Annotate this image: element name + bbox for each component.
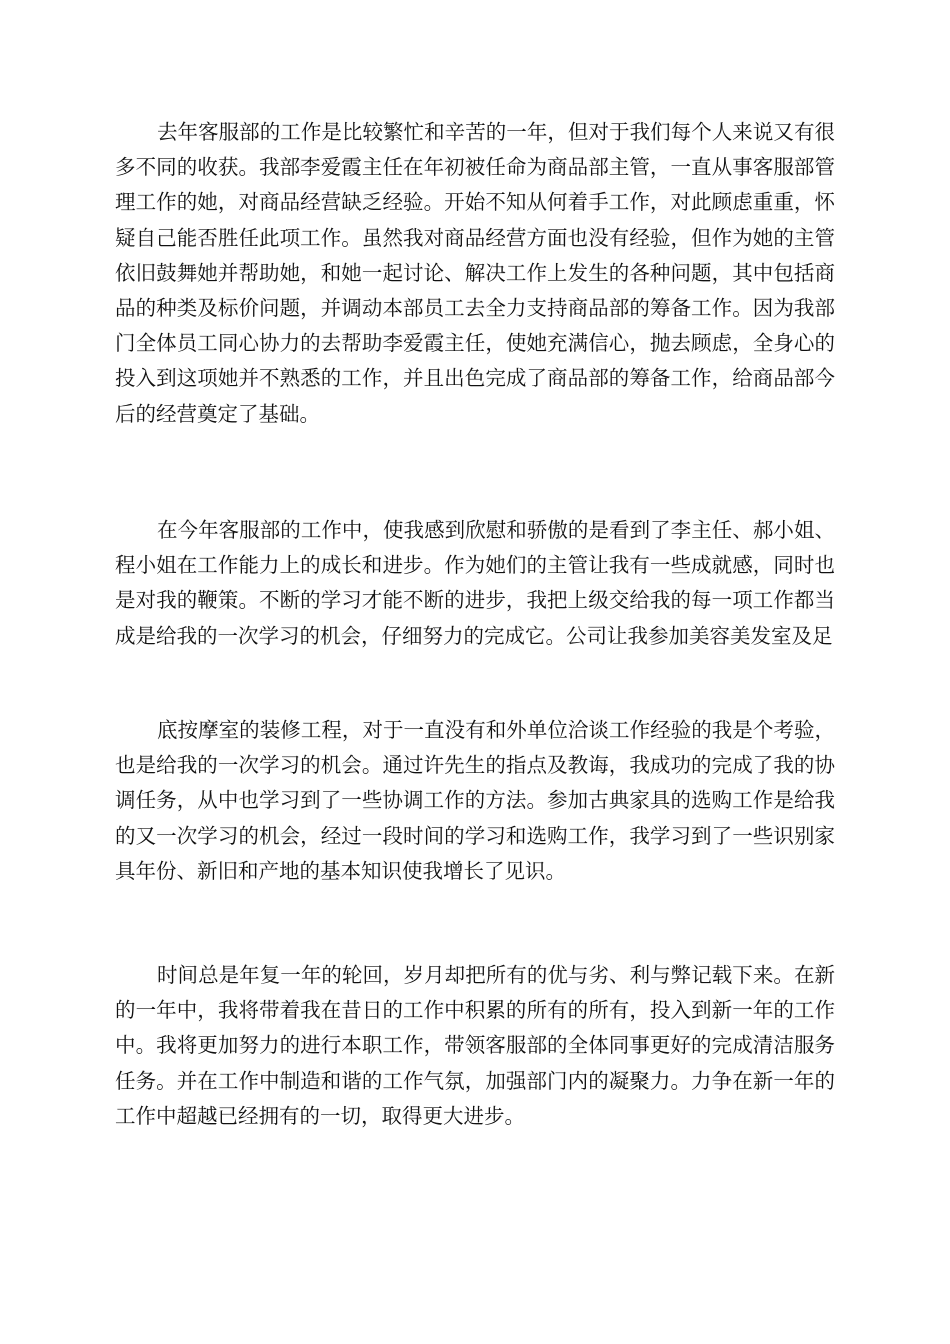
paragraph-3: 底按摩室的装修工程，对于一直没有和外单位洽谈工作经验的我是个考验，也是给我的一次学习的机会。通过许先生的指点及教诲，我成功的完成了我的协调任务，从中也学习到了一些协调工作的方法。参加古典家具的选购工作是给我的又一次学习的机会，经过一段时间的学习和选购工作，我学习到了一些识别家具年份、新旧和产地的基本知识使我增长了见识。	[115, 718, 835, 883]
paragraph-2: 在今年客服部的工作中，使我感到欣慰和骄傲的是看到了李主任、郝小姐、程小姐在工作能力上的成长和进步。作为她们的主管让我有一些成就感，同时也是对我的鞭策。不断的学习才能不断的进步，我把上级交给我的每一项工作都当成是给我的一次学习的机会，仔细努力的完成它。公司让我参加美容美发室及足	[115, 518, 835, 648]
paragraph-4: 时间总是年复一年的轮回，岁月却把所有的优与劣、利与弊记载下来。在新的一年中，我将带着我在昔日的工作中积累的所有的所有，投入到新一年的工作中。我将更加努力的进行本职工作，带领客服部的全体同事更好的完成清洁服务任务。并在工作中制造和谐的工作气氛，加强部门内的凝聚力。力争在新一年的工作中超越已经拥有的一切，取得更大进步。	[115, 963, 835, 1128]
paragraph-1: 去年客服部的工作是比较繁忙和辛苦的一年，但对于我们每个人来说又有很多不同的收获。我部李爱霞主任在年初被任命为商品部主管，一直从事客服部管理工作的她，对商品经营缺乏经验。开始不知从何着手工作，对此顾虑重重，怀疑自己能否胜任此项工作。虽然我对商品经营方面也没有经验，但作为她的主管依旧鼓舞她并帮助她，和她一起讨论、解决工作上发生的各种问题，其中包括商品的种类及标价问题，并调动本部员工去全力支持商品部的筹备工作。因为我部门全体员工同心协力的去帮助李爱霞主任，使她充满信心，抛去顾虑，全身心的投入到这项她并不熟悉的工作，并且出色完成了商品部的筹备工作，给商品部今后的经营奠定了基础。	[115, 120, 835, 426]
